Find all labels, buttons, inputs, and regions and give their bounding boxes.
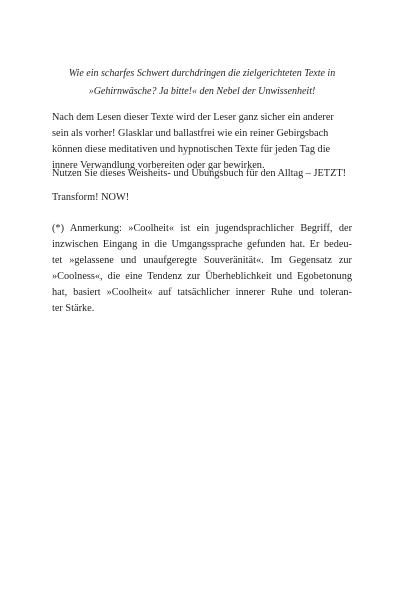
text-line: können diese meditativen und hypnotischen Texte für jeden Tag die	[52, 144, 331, 155]
epigraph-line: Wie ein scharfes Schwert durchdringen die zielgerichteten Texte in	[68, 68, 336, 79]
text-line: »Coolness«, die eine Tendenz zur Überheblichkeit und Egobetonung	[52, 271, 352, 282]
intro-paragraph	[52, 110, 352, 174]
transform-line	[52, 190, 352, 206]
text-line: tet »gelassene und unaufgeregte Souveränität«. Im Gegensatz zur	[52, 255, 352, 266]
text-line: Nach dem Lesen dieser Texte wird der Leser ganz sicher ein anderer	[52, 112, 334, 123]
text-line: inzwischen Eingang in die Umgangssprache gefunden hat. Er bedeu-	[52, 239, 352, 250]
text-line: sein als vorher! Glasklar und ballastfrei wie ein reiner Gebirgsbach	[52, 128, 329, 139]
text-line: innere Verwandlung vorbereiten oder gar bewirken.	[52, 160, 265, 171]
footnote-paragraph	[52, 221, 352, 317]
call-to-action	[52, 166, 352, 182]
text-line: hat, basiert »Coolheit« auf tatsächlicher innerer Ruhe und toleran-	[52, 287, 352, 298]
text-line: ter Stärke.	[52, 303, 95, 314]
book-page	[52, 0, 352, 608]
text-line: Nutzen Sie dieses Weisheits- und Übungsbuch für den Alltag – JETZT!	[52, 168, 347, 179]
epigraph	[52, 65, 352, 101]
text-line: (*) Anmerkung: »Coolheit« ist ein jugendsprachlicher Begriff, der	[52, 223, 352, 234]
epigraph-line: »Gehirnwäsche? Ja bitte!« den Nebel der Unwissenheit!	[88, 86, 316, 97]
text-line: Transform! NOW!	[52, 192, 130, 203]
